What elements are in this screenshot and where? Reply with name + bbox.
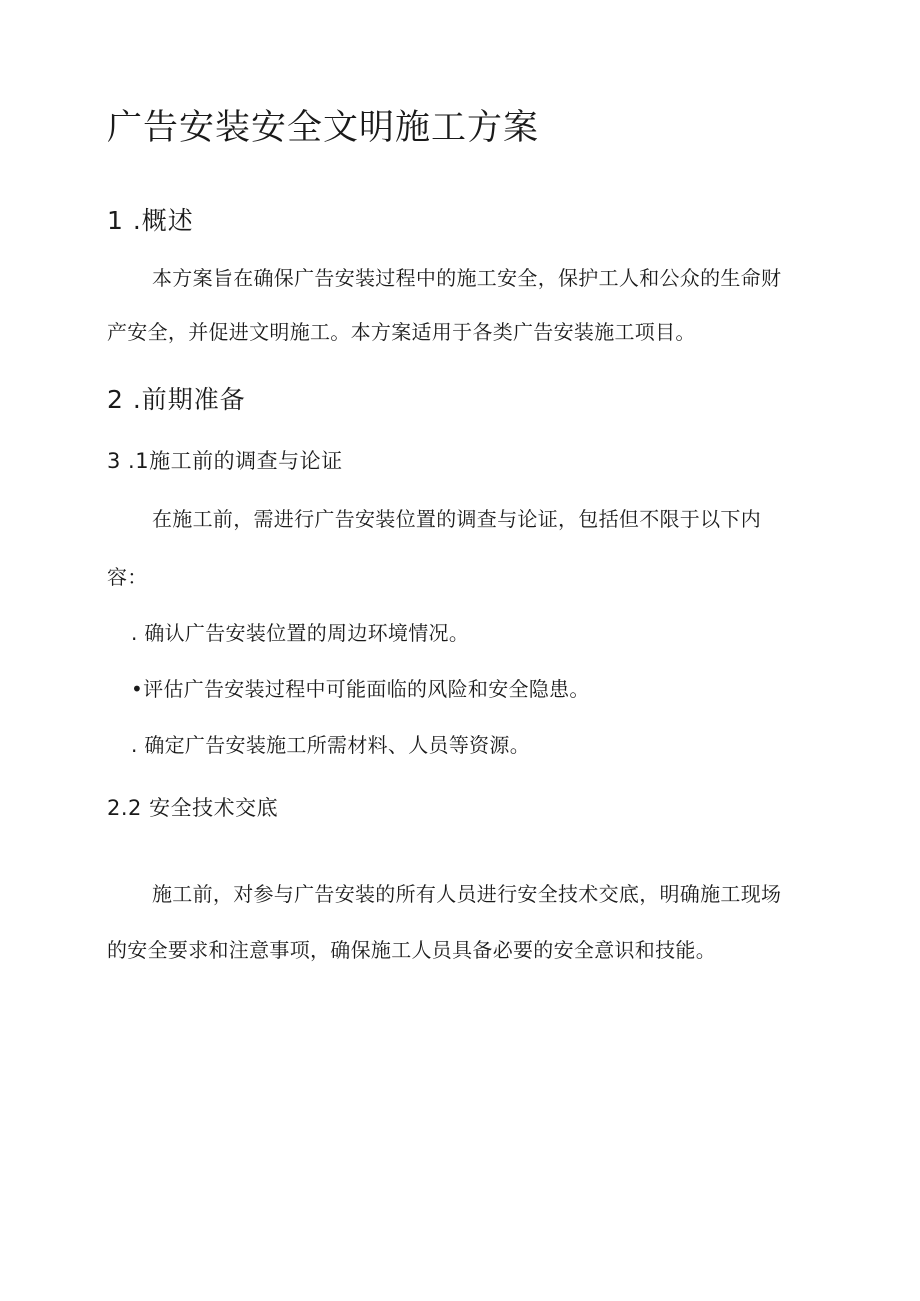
section-1-heading: 1 .概述	[107, 206, 194, 235]
subsection-2-2-heading: 2.2 安全技术交底	[107, 796, 279, 820]
subsection-2-1-paragraph-line-2: 容：	[107, 565, 148, 589]
section-1-paragraph-line-1: 本方案旨在确保广告安装过程中的施工安全，保护工人和公众的生命财	[152, 266, 782, 290]
section-1-paragraph-line-2: 产安全，并促进文明施工。本方案适用于各类广告安装施工项目。	[107, 320, 696, 344]
list-item: . 确认广告安装位置的周边环境情况。	[131, 621, 470, 645]
subsection-2-1-paragraph-line-1: 在施工前，需进行广告安装位置的调查与论证，包括但不限于以下内	[152, 507, 761, 531]
subsection-2-2-paragraph-line-1: 施工前，对参与广告安装的所有人员进行安全技术交底，明确施工现场	[152, 882, 782, 906]
subsection-2-2-paragraph-line-2: 的安全要求和注意事项，确保施工人员具备必要的安全意识和技能。	[107, 938, 716, 962]
list-item: •评估广告安装过程中可能面临的风险和安全隐患。	[131, 677, 590, 701]
subsection-2-1-heading: 3 .1施工前的调查与论证	[107, 449, 343, 473]
list-item: . 确定广告安装施工所需材料、人员等资源。	[131, 733, 531, 757]
document-title: 广告安装安全文明施工方案	[107, 108, 540, 148]
section-2-heading: 2 .前期准备	[107, 385, 246, 414]
